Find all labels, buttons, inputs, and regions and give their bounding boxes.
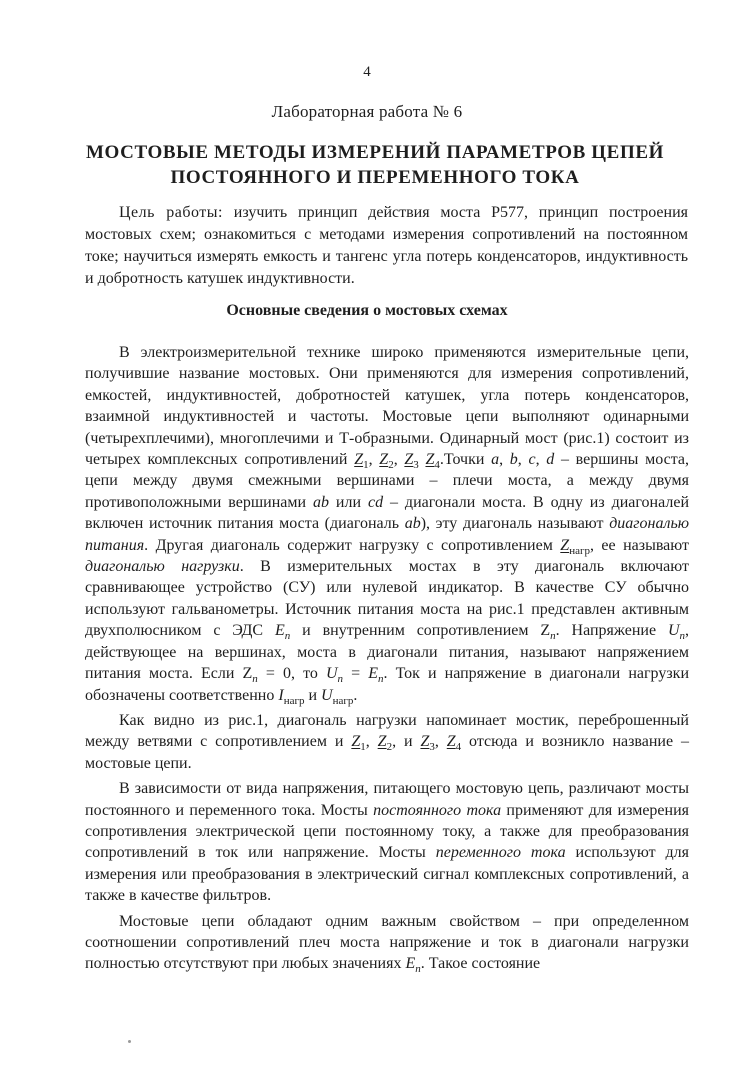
goal-paragraph: [85, 202, 688, 290]
main-title-line-1: МОСТОВЫЕ МЕТОДЫ ИЗМЕРЕНИЙ ПАРАМЕТРОВ ЦЕПЕЙ: [86, 142, 664, 163]
goal-text: изучить принцип действия моста Р577, принцип построения мостовых схем; ознакомиться с методами измерения сопротивлений на постоянном токе; научиться измерять емкость и тангенс угла потерь конденсаторов, индуктивность и добротность катушек индуктивности.: [85, 204, 689, 287]
lab-title: Лабораторная работа № 6: [271, 102, 463, 121]
page-number: 4: [363, 64, 371, 80]
body-text: [85, 342, 689, 979]
paragraph-1: В электроизмерительной технике широко применяются измерительные цепи, получившие название мостовых. Они применяются для измерения сопротивлений, емкостей, индуктивностей, добротностей катушек, угла потерь конденсаторов, взаимной индуктивностей и частоты. Мостовые цепи выполняют одинарными (четырехплечими), многоплечими и Т-образными. Одинарный мост (рис.1) состоит из четырех комплексных сопротивлений $Z_1$, $Z_2$, $Z_3$ $Z_4.Точки$ a, b, c, d – вершины моста, цепи между двумя смежными вершинами – плечи моста, а между двумя противоположными вершинами ab или cd – диагонали моста. В одну из диагоналей включен источник питания моста (диагональ ab), эту диагональ называют диагональю питания. Другая диагональ содержит нагрузку с сопротивлением $Z_{нагр}$, ее называют диагональю нагрузки. В измерительных мостах в эту диагональ включают сравнивающее устройство (СУ) или нулевой индикатор. В качестве СУ обычно используют гальванометры. Источник питания моста на рис.1 представлен активным двухполюсником с ЭДС $E_п$ и внутренним сопротивлением $Z_п$. Напряжение $U_п$, действующее на вершинах, моста в диагонали питания, называют напряжением питания моста. Если $Z_п = 0$, то $U_п = E_п$. Ток и напряжение в диагонали нагрузки обозначены соответственно $I_{нагр}$ и $U_{нагр}$.: [85, 344, 690, 707]
scan-dot: [128, 1040, 131, 1043]
main-title: [70, 140, 680, 190]
paragraph-2: Как видно из рис.1, диагональ нагрузки напоминает мостик, переброшенный между ветвями с сопротивлением и $Z_1$, $Z_2$, и $Z_3$, $Z_4$ отсюда и возникло название – мостовые цепи.: [85, 711, 690, 772]
main-title-line-2: ПОСТОЯННОГО И ПЕРЕМЕННОГО ТОКА: [170, 167, 580, 188]
section-title: Основные сведения о мостовых схемах: [226, 302, 508, 319]
paragraph-4: Мостовые цепи обладают одним важным свойством – при определенном соотношении сопротивлений плеч моста напряжение и ток в диагонали нагрузки полностью отсутствуют при любых значениях $E_п$. Такое состояние: [85, 912, 689, 976]
goal-label: Цель работы:: [119, 204, 223, 221]
paragraph-3: В зависимости от вида напряжения, питающего мостовую цепь, различают мосты постоянного и переменного тока. Мосты постоянного тока применяют для измерения сопротивления электрической цепи постоянному току, а также для преобразования сопротивлений в ток или напряжение. Мосты переменного тока используют для измерения или преобразования в электрический сигнал комплексных сопротивлений, а также в качестве фильтров.: [85, 780, 690, 905]
